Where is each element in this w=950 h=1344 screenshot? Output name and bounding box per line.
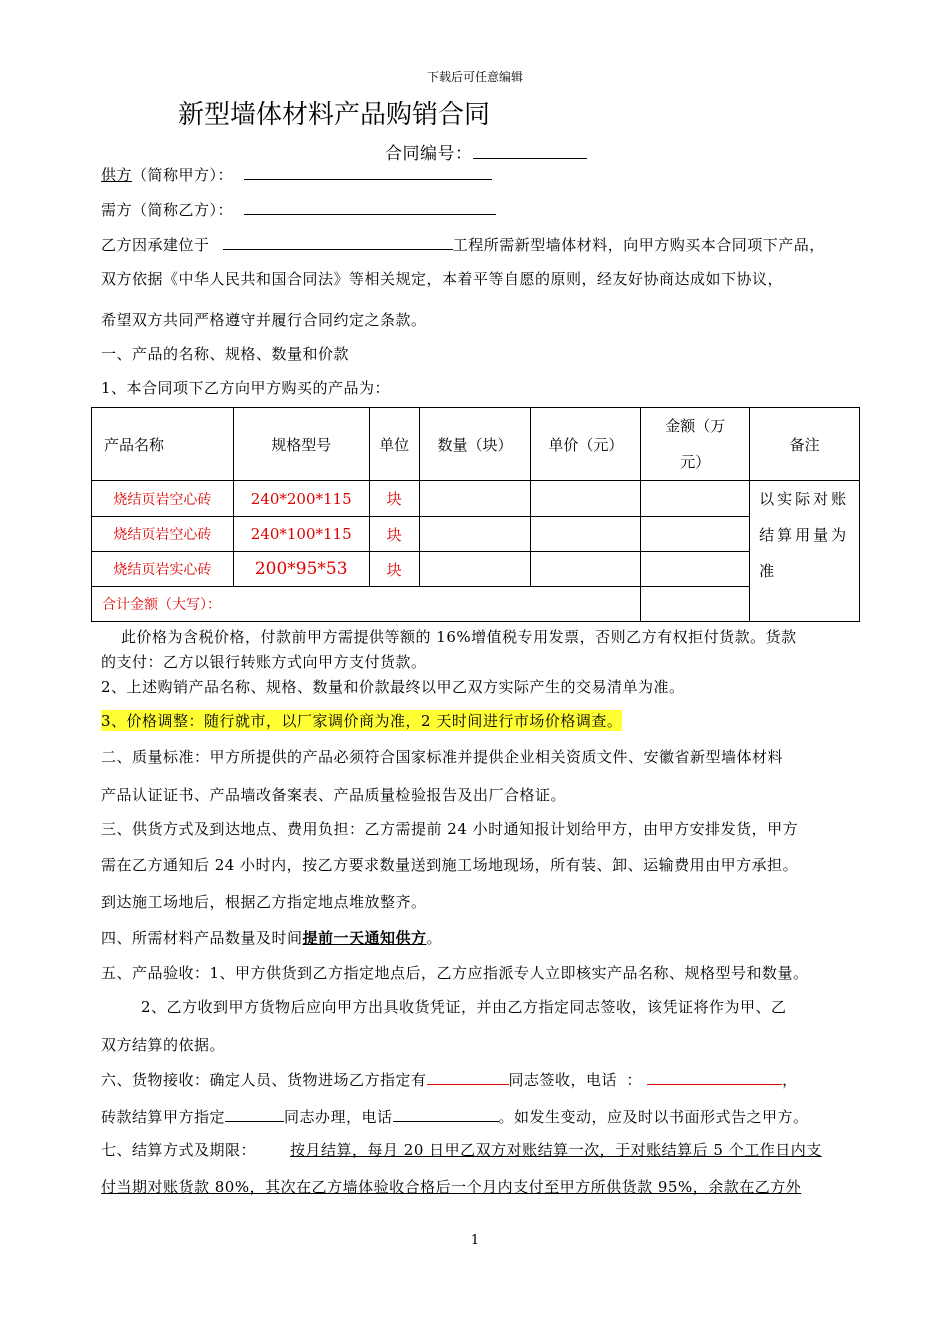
- section-7-label: 七、结算方式及期限：: [101, 1141, 257, 1159]
- supplier-label: （简称甲方）：: [132, 166, 234, 184]
- product-name: 烧结页岩空心砖: [92, 481, 234, 517]
- table-header-row: [92, 408, 860, 481]
- section-5-line-1: 五、产品验收：1、甲方供货到乙方指定地点后，乙方应指派专人立即核实产品名称、规格型号和数量。: [101, 964, 809, 982]
- intro-text-b: 工程所需新型墙体材料，向甲方购买本合同项下产品，: [452, 236, 825, 254]
- settlement-person-field[interactable]: [225, 1107, 284, 1122]
- contract-number-field[interactable]: [473, 144, 587, 159]
- header-product-name: 产品名称: [92, 408, 234, 481]
- section-6-text-a: 六、货物接收：确定人员、货物进场乙方指定有: [101, 1071, 427, 1089]
- section-3-line-2: 需在乙方通知后 24 小时内，按乙方要求数量送到施工场地现场，所有装、卸、运输费用由甲方承担。: [101, 856, 799, 874]
- intro-line-1: [101, 234, 825, 255]
- section-1-heading: 一、产品的名称、规格、数量和价款: [101, 345, 350, 363]
- contract-number: [385, 139, 587, 164]
- product-spec: 240*100*115: [233, 517, 369, 552]
- price-note-line-2: 的支付：乙方以银行转账方式向甲方支付货款。: [101, 653, 427, 671]
- section-6-text-g: 。如发生变动，应及时以书面形式告之甲方。: [498, 1108, 809, 1126]
- section-7-text-1: 按月结算，每月 20 日甲乙双方对账结算一次，于对账结算后 5 个工作日内支: [290, 1141, 822, 1159]
- page-number: 1: [470, 1233, 480, 1248]
- section-2-line-2: 产品认证证书、产品墙改备案表、产品质量检验报告及出厂合格证。: [101, 786, 567, 804]
- header-unit: 单位: [369, 408, 419, 481]
- header-quantity: 数量（块）: [419, 408, 531, 481]
- receiver-name-field[interactable]: [427, 1070, 509, 1085]
- header-spec: 规格型号: [233, 408, 369, 481]
- table-total-row: [92, 587, 860, 622]
- product-spec: 240*200*115: [233, 481, 369, 517]
- document-title: 新型墙体材料产品购销合同: [178, 100, 491, 130]
- intro-text-a: 乙方因承建位于: [101, 236, 210, 254]
- product-spec: 200*95*53: [233, 552, 369, 587]
- remark-line: 以实际对账: [759, 490, 850, 508]
- product-unit: 块: [369, 481, 419, 517]
- section-6-text-e: 砖款结算甲方指定: [101, 1108, 226, 1126]
- supplier-label-underlined: 供方: [101, 166, 133, 184]
- section-5-line-2: 2、乙方收到甲方货物后应向甲方出具收货凭证，并由乙方指定同志签收，该凭证将作为甲、乙: [141, 998, 787, 1016]
- product-unit: 块: [369, 552, 419, 587]
- amount-cell[interactable]: [641, 481, 750, 517]
- price-note-line-1: 此价格为含税价格，付款前甲方需提供等额的 16%增值税专用发票，否则乙方有权拒付货款。货款: [121, 628, 797, 646]
- section-4-end: 。: [426, 929, 443, 947]
- section-1-item-3-highlighted: 3、价格调整：随行就市，以厂家调价商为准，2 天时间进行市场价格调查。: [101, 712, 623, 730]
- page-header: 下载后可任意编辑: [426, 70, 523, 84]
- total-amount-label: 合计金额（大写）：: [92, 587, 641, 622]
- supplier-line: [101, 164, 492, 185]
- total-amount-cell[interactable]: [641, 587, 750, 622]
- header-unit-price: 单价（元）: [531, 408, 641, 481]
- remark-line: 结算用量为: [759, 526, 850, 544]
- section-6-text-f: 同志办理，电话: [284, 1108, 393, 1126]
- intro-line-2: 双方依据《中华人民共和国合同法》等相关规定，本着平等自愿的原则，经友好协商达成如下协议，: [101, 270, 784, 288]
- section-6-line-1: [101, 1069, 798, 1090]
- unit-price-cell[interactable]: [531, 552, 641, 587]
- section-4: [101, 927, 442, 948]
- section-6-comma: ，: [782, 1071, 798, 1089]
- receiver-phone-field[interactable]: [647, 1070, 782, 1085]
- section-6-line-2: [101, 1106, 809, 1127]
- product-name: 烧结页岩实心砖: [92, 552, 234, 587]
- contract-number-label: 合同编号：: [385, 144, 473, 164]
- section-2-line-1: 二、质量标准：甲方所提供的产品必须符合国家标准并提供企业相关资质文件、安徽省新型墙体材料: [101, 748, 784, 766]
- settlement-phone-field[interactable]: [393, 1107, 499, 1122]
- remark-line: 准: [759, 562, 778, 580]
- section-1-item-1: 1、本合同项下乙方向甲方购买的产品为：: [101, 379, 391, 397]
- section-6-text-b: 同志签收，电话: [508, 1071, 618, 1089]
- quantity-cell[interactable]: [419, 481, 531, 517]
- product-unit: 块: [369, 517, 419, 552]
- section-7-line-1: [101, 1139, 822, 1160]
- section-3-line-3: 到达施工场地后，根据乙方指定地点堆放整齐。: [101, 893, 427, 911]
- amount-cell[interactable]: [641, 552, 750, 587]
- section-6-colon: ：: [626, 1071, 642, 1089]
- table-row: [92, 517, 860, 552]
- header-amount: [641, 408, 750, 481]
- section-4-text: 四、所需材料产品数量及时间: [101, 929, 303, 947]
- buyer-label: 需方（简称乙方）：: [101, 201, 234, 219]
- intro-line-3: 希望双方共同严格遵守并履行合同约定之条款。: [101, 311, 427, 329]
- section-7-line-2: 付当期对账货款 80%，其次在乙方墙体验收合格后一个月内支付至甲方所供货款 95%，余款在乙方外: [101, 1178, 802, 1196]
- section-5-line-3: 双方结算的依据。: [101, 1036, 226, 1054]
- amount-cell[interactable]: [641, 517, 750, 552]
- header-remark: 备注: [750, 408, 860, 481]
- buyer-line: [101, 199, 496, 220]
- remark-cell: [750, 481, 860, 622]
- quantity-cell[interactable]: [419, 517, 531, 552]
- unit-price-cell[interactable]: [531, 517, 641, 552]
- unit-price-cell[interactable]: [531, 481, 641, 517]
- table-row: [92, 552, 860, 587]
- section-1-item-2: 2、上述购销产品名称、规格、数量和价款最终以甲乙双方实际产生的交易清单为准。: [101, 678, 685, 696]
- product-table: [91, 407, 860, 622]
- header-amount-line1: 金额（万: [665, 417, 726, 435]
- header-amount-line2: 元）: [680, 453, 711, 471]
- section-4-emphasis: 提前一天通知供方: [302, 929, 427, 947]
- table-row: [92, 481, 860, 517]
- project-location-field[interactable]: [223, 235, 453, 250]
- product-name: 烧结页岩空心砖: [92, 517, 234, 552]
- quantity-cell[interactable]: [419, 552, 531, 587]
- buyer-field[interactable]: [244, 200, 496, 215]
- supplier-field[interactable]: [244, 165, 492, 180]
- section-3-line-1: 三、供货方式及到达地点、费用负担：乙方需提前 24 小时通知报计划给甲方，由甲方安排发货，甲方: [101, 820, 799, 838]
